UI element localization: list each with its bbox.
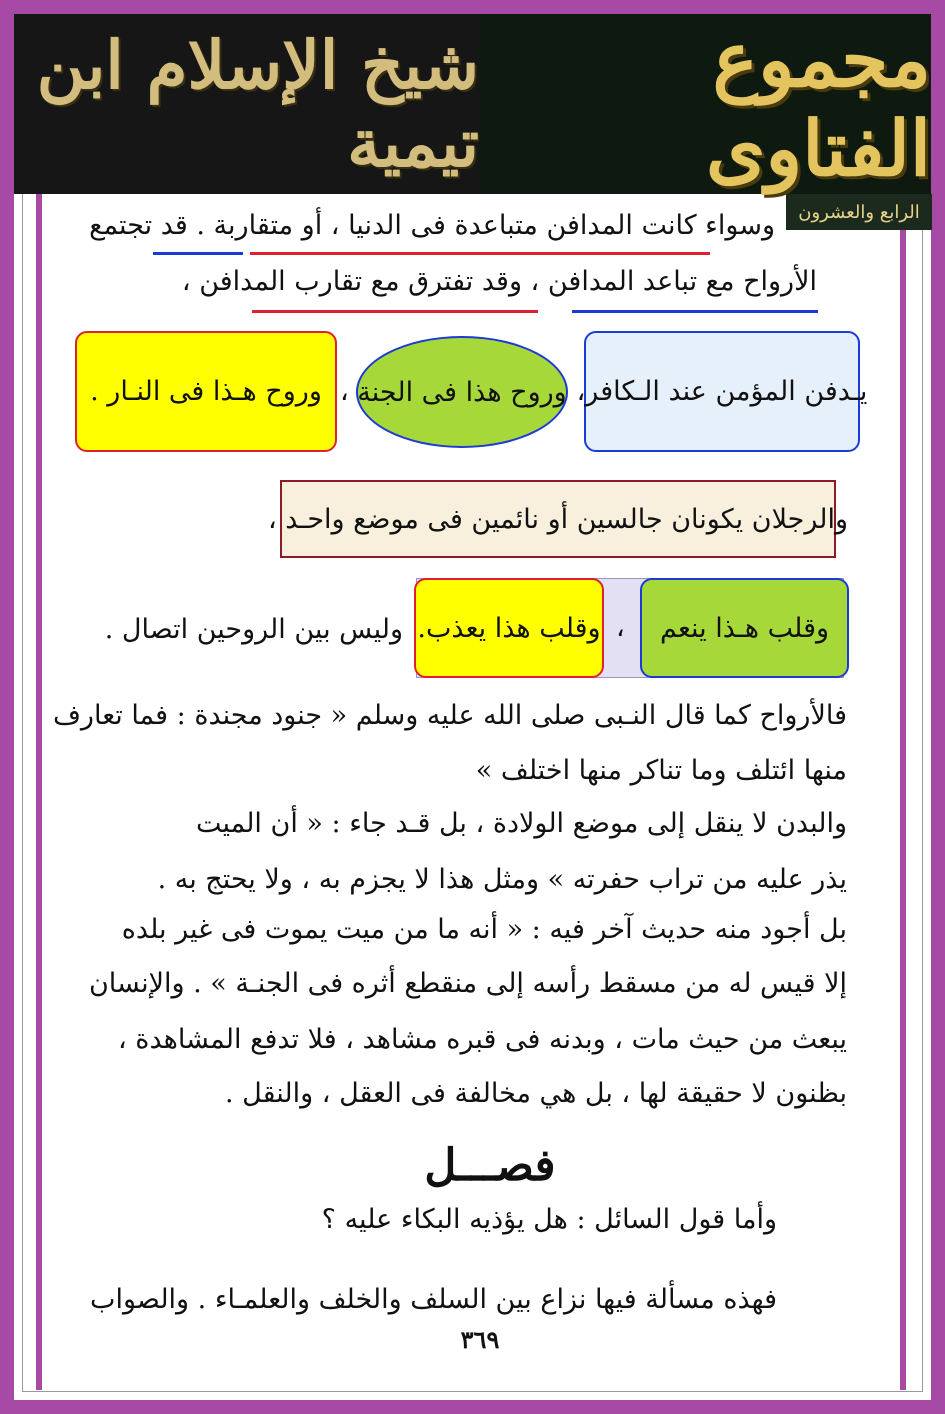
highlight-ellipse-paradise: [356, 336, 568, 448]
highlight-box-torment: [414, 578, 604, 678]
page-number: ٣٦٩: [460, 1325, 500, 1354]
paragraph-line-3: والبدن لا ينقل إلى موضع الولادة ، بل قـد جاء : « أن الميت: [195, 808, 847, 839]
author-title: شيخ الإسلام ابن تيمية: [14, 14, 479, 194]
blue-underline-2: [572, 310, 818, 313]
text-line-2: الأرواح مع تباعد المدافن ، وقد تفترق مع تقارب المدافن ،: [181, 266, 817, 297]
ellipse-paradise-text: وروح هذا فى الجنة: [357, 376, 567, 408]
box-bliss-text: وقلب هـذا ينعم: [659, 612, 830, 644]
box-two-men-text: والرجلان يكونان جالسين أو نائمين فى موضع واحـد ،: [267, 503, 849, 535]
box-burial-text: يـدفن المؤمن عند الـكافر،: [576, 376, 868, 407]
paragraph-line-6: إلا قيس له من مسقط رأسه إلى منقطع أثره فى الجنـة » . والإنسان: [88, 968, 847, 999]
separator-comma-2: ،: [616, 612, 625, 643]
box-fire-text: وروح هـذا فى النـار .: [90, 376, 322, 407]
red-underline-2: [252, 310, 538, 313]
highlight-box-fire: [75, 331, 337, 452]
title-banner: [14, 14, 931, 194]
highlight-box-two-men: [267, 480, 849, 558]
highlight-box-bliss: [640, 578, 849, 678]
paragraph-line-10: فهذه مسألة فيها نزاع بين السلف والخلف والعلمـاء . والصواب: [90, 1284, 777, 1315]
red-underline-1: [250, 252, 710, 255]
book-title: مجموع الفتاوى: [479, 14, 931, 194]
paragraph-line-9: وأما قول السائل : هل يؤذيه البكاء عليه ؟: [321, 1204, 777, 1235]
blue-underline-1: [153, 252, 243, 255]
section-heading: فصـــل: [424, 1140, 556, 1191]
separator-comma-1: ،: [340, 376, 349, 407]
text-no-connection: وليس بين الروحين اتصال .: [104, 614, 403, 645]
paragraph-line-7: يبعث من حيث مات ، وبدنه فى قبره مشاهد ، فلا تدفع المشاهدة ،: [118, 1024, 847, 1055]
volume-badge: الرابع والعشرون: [786, 194, 932, 230]
text-line-1: وسواء كانت المدافن متباعدة فى الدنيا ، أو متقاربة . قد تجتمع: [89, 210, 775, 241]
paragraph-line-2: منها ائتلف وما تناكر منها اختلف »: [475, 755, 847, 786]
paragraph-line-8: بظنون لا حقيقة لها ، بل هي مخالفة فى العقل ، والنقل .: [225, 1078, 847, 1109]
paragraph-line-5: بل أجود منه حديث آخر فيه : « أنه ما من ميت يموت فى غير بلده: [121, 914, 847, 945]
paragraph-line-1: فالأرواح كما قال النـبى صلى الله عليه وسلم « جنود مجندة : فما تعارف: [52, 700, 847, 731]
paragraph-line-4: يذر عليه من تراب حفرته » ومثل هذا لا يجزم به ، ولا يحتج به .: [157, 864, 847, 895]
box-torment-text: وقلب هذا يعذب.: [417, 612, 601, 644]
highlight-box-burial: [576, 331, 868, 452]
